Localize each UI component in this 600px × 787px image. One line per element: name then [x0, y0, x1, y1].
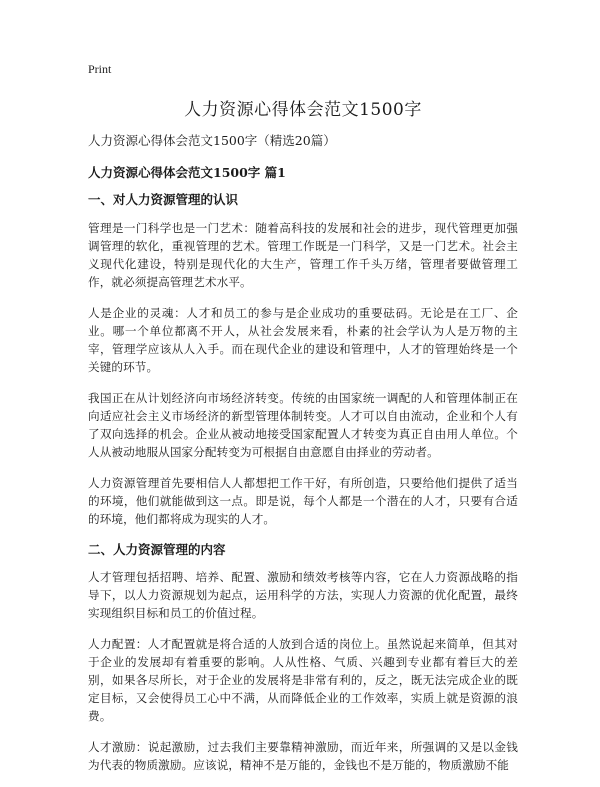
- heading-1: 一、对人力资源管理的认识: [88, 192, 239, 207]
- document-title: 人力资源心得体会范文1500字: [184, 100, 422, 120]
- document-page: [88, 62, 518, 787]
- paragraph: 人力资源管理首先要相信人人都想把工作干好，有所创造，只要给他们提供了适当的环境，他们就能做到这一点。即是说，每个人都是一个潜在的人才，只要有合适的环境，他们都将成为现实的人才。: [88, 475, 518, 526]
- paragraph: 人是企业的灵魂：人才和员工的参与是企业成功的重要砝码。无论是在工厂、企业。哪一个单位都离不开人，从社会发展来看，朴素的社会学认为人是万物的主宰，管理学应该从人入手。而在现代企业的建设和管理中，人才的管理始终是一个关键的环节。: [88, 305, 518, 374]
- document-subtitle: 人力资源心得体会范文1500字（精选20篇）: [88, 133, 336, 148]
- section-title: 人力资源心得体会范文1500字 篇1: [88, 164, 286, 180]
- heading-2: 二、人力资源管理的内容: [88, 541, 226, 557]
- paragraph: 管理是一门科学也是一门艺术：随着高科技的发展和社会的进步，现代管理更加强调管理的软化，重视管理的艺术。管理工作既是一门科学，又是一门艺术。社会主义现代化建设，特别是现代化的大生产，管理工作千头万绪，管理者要做管理工作，就必须提高管理艺术水平。: [88, 220, 518, 289]
- paragraph: 人力配置：人才配置就是将合适的人放到合适的岗位上。虽然说起来简单，但其对于企业的发展却有着重要的影响。人从性格、气质、兴趣到专业都有着巨大的差别，如果各尽所长，对于企业的发展将是非常有利的，反之，既无法完成企业的既定目标，又会使得员工心中不满，从而降低企业的工作效率，实质上就是资源的浪费。: [88, 637, 518, 723]
- paragraph: 我国正在从计划经济向市场经济转变。传统的由国家统一调配的人和管理体制正在向适应社会主义市场经济的新型管理体制转变。人才可以自由流动，企业和个人有了双向选择的机会。企业从被动地接受国家配置人才转变为真正自由用人单位。个人从被动地服从国家分配转变为可根据自由意愿自由择业的劳动者。: [88, 390, 518, 459]
- paragraph: 人才管理包括招聘、培养、配置、激励和绩效考核等内容，它在人力资源战略的指导下，以人力资源规划为起点，运用科学的方法，实现人力资源的优化配置，最终实现组织目标和员工的价值过程。: [88, 570, 518, 620]
- paragraph: 人才激励：说起激励，过去我们主要靠精神激励，而近年来，所强调的又是以金钱为代表的物质激励。应该说，精神不是万能的，金钱也不是万能的，物质激励不能: [88, 740, 518, 772]
- print-link[interactable]: Print: [88, 62, 112, 76]
